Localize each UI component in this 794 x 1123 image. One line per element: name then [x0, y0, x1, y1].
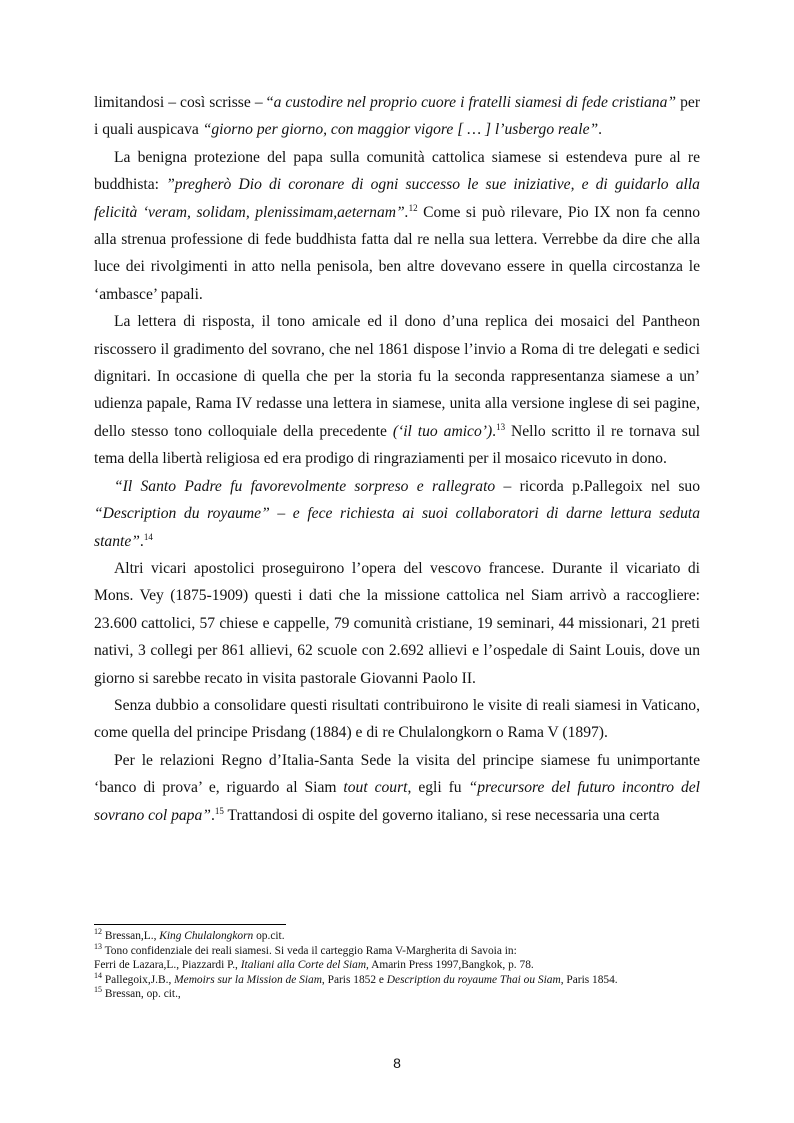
text-run: , egli fu	[407, 779, 469, 797]
text-run: .	[210, 806, 215, 824]
text-run: Trattandosi di ospite del governo italiano, si rese necessaria una certa	[223, 806, 660, 824]
text-run: , Paris 1852 e	[321, 973, 387, 986]
text-run: .	[598, 121, 603, 139]
footnote-13	[94, 941, 700, 959]
text-run: , Paris 1854.	[560, 973, 618, 986]
text-run: Pallegoix,J.B.,	[102, 973, 175, 986]
text-run: “precursore del futuro incontro del sovrano col papa”	[94, 779, 701, 824]
footnote-ref: 12	[408, 202, 418, 213]
paragraph-1	[94, 89, 700, 144]
footnote-ref: 13	[496, 421, 506, 432]
text-run: King Chulalongkorn	[159, 930, 254, 942]
text-run: Nello scritto il re tornava sul tema della libertà religiosa ed era prodigo di ringraziamenti per il mosaico ricevuto in dono.	[94, 422, 700, 468]
paragraph-5	[94, 555, 700, 692]
page-number: 8	[393, 1055, 401, 1071]
paragraph-7	[94, 747, 700, 829]
footnote-ref: 13	[94, 941, 102, 951]
footnote-ref: 12	[94, 927, 102, 937]
text-run: Italiani alla Corte del Siam,	[240, 959, 369, 972]
body-text	[94, 89, 700, 829]
paragraph-2	[94, 144, 700, 308]
text-run: “giorno per giorno, con maggior vigore [ … ] l’usbergo reale”	[202, 121, 599, 139]
paragraph-6	[94, 692, 700, 747]
footnote-14	[94, 970, 700, 988]
text-run: limitandosi – così scrisse – “	[94, 94, 274, 111]
paragraph-4	[94, 473, 700, 555]
text-run: La lettera di risposta, il tono amicale ed il dono d’una replica dei mosaici del Pantheon riscossero il gradimento del sovrano, che nel 1861 dispose l’invio a Roma di tre delegati e sedici dignitari. In occasione di quella che per la storia fu la seconda rappresentanza siamese a un’ udienza papale, Rama IV redasse una lettera in siamese, unita alla versione inglese di sei pagine, dello stesso tono colloquiale della precedente	[94, 313, 700, 440]
text-run: “Description du royaume” – e fece richiesta ai suoi collaboratori di darne lettura seduta stante”	[94, 505, 700, 550]
text-run: .	[404, 203, 409, 221]
footnote-rule	[94, 924, 286, 925]
text-run: Per le relazioni Regno d’Italia-Santa Sede la visita del principe siamese fu unimportante ‘banco di prova’ e, riguardo al Siam	[94, 751, 700, 797]
text-run: Altri vicari apostolici proseguirono l’opera del vescovo francese. Durante il vicariato di Mons. Vey (1875-1909) questi i dati che la missione cattolica nel Siam arrivò a raccogliere: 23.600 cattolici, 57 chiese e cappelle, 79 comunità cristiane, 19 seminari, 44 missionari, 21 preti nativi, 3 collegi per 861 allievi, 62 scuole con 2.692 allievi e l’ospedale di Saint Louis, dove un giorno si sarebbe recato in visita pastorale Giovanni Paolo II.	[94, 559, 700, 687]
text-run: Amarin Press 1997,Bangkok, p. 78.	[368, 959, 534, 972]
footnote-ref: 14	[94, 970, 102, 980]
text-run: a custodire nel proprio cuore i fratelli siamesi di fede cristiana”	[273, 94, 677, 111]
text-run: per i quali auspicava	[94, 94, 701, 139]
text-run: ”pregherò Dio di coronare di ogni successo le sue iniziative, e di guidarlo alla felicità ‘veram, solidam, plenissimam,aeternam”	[94, 176, 700, 221]
footnote-12	[94, 929, 700, 944]
footnotes	[94, 924, 700, 1002]
text-run: .	[139, 532, 144, 550]
footnote-13-continued	[94, 958, 700, 973]
text-run: (‘il tuo amico’)	[392, 422, 493, 440]
text-run: Come si può rilevare, Pio IX non fa cenno alla strenua professione di fede buddhista fatta dal re nella sua lettera. Verrebbe da dire che alla luce dei rivolgimenti in atto nella penisola, ben altre dovevano essere in quella circostanza le ‘ambasce’ papali.	[94, 203, 700, 303]
text-run: Tono confidenziale dei reali siamesi. Si veda il carteggio Rama V-Margherita di Savoia in:	[102, 944, 517, 957]
text-run: Bressan,L.,	[102, 930, 160, 942]
footnote-ref: 15	[214, 805, 224, 816]
footnote-15	[94, 987, 700, 1002]
text-run: Ferri de Lazara,L., Piazzardi P.,	[94, 959, 241, 972]
text-run: Description du royaume Thai ou Siam	[386, 973, 561, 986]
text-run: Senza dubbio a consolidare questi risultati contribuirono le visite di reali siamesi in Vaticano, come quella del principe Prisdang (1884) e di re Chulalongkorn o Rama V (1897).	[94, 696, 700, 742]
text-run: “Il Santo Padre fu favorevolmente sorpreso e rallegrato	[114, 477, 496, 495]
text-run: – ricorda p.Pallegoix nel suo	[495, 477, 700, 495]
paragraph-3	[94, 308, 700, 472]
footnote-ref: 14	[143, 531, 153, 542]
text-run: Memoirs sur la Mission de Siam	[174, 973, 322, 986]
text-run: op.cit.	[253, 930, 285, 942]
footnote-ref: 15	[94, 985, 102, 995]
text-run: tout court	[343, 779, 408, 797]
text-run: La benigna protezione del papa sulla comunità cattolica siamese si estendeva pure al re buddhista:	[94, 148, 700, 194]
text-run: Bressan, op. cit.,	[102, 988, 181, 1001]
text-run: .	[492, 422, 497, 440]
